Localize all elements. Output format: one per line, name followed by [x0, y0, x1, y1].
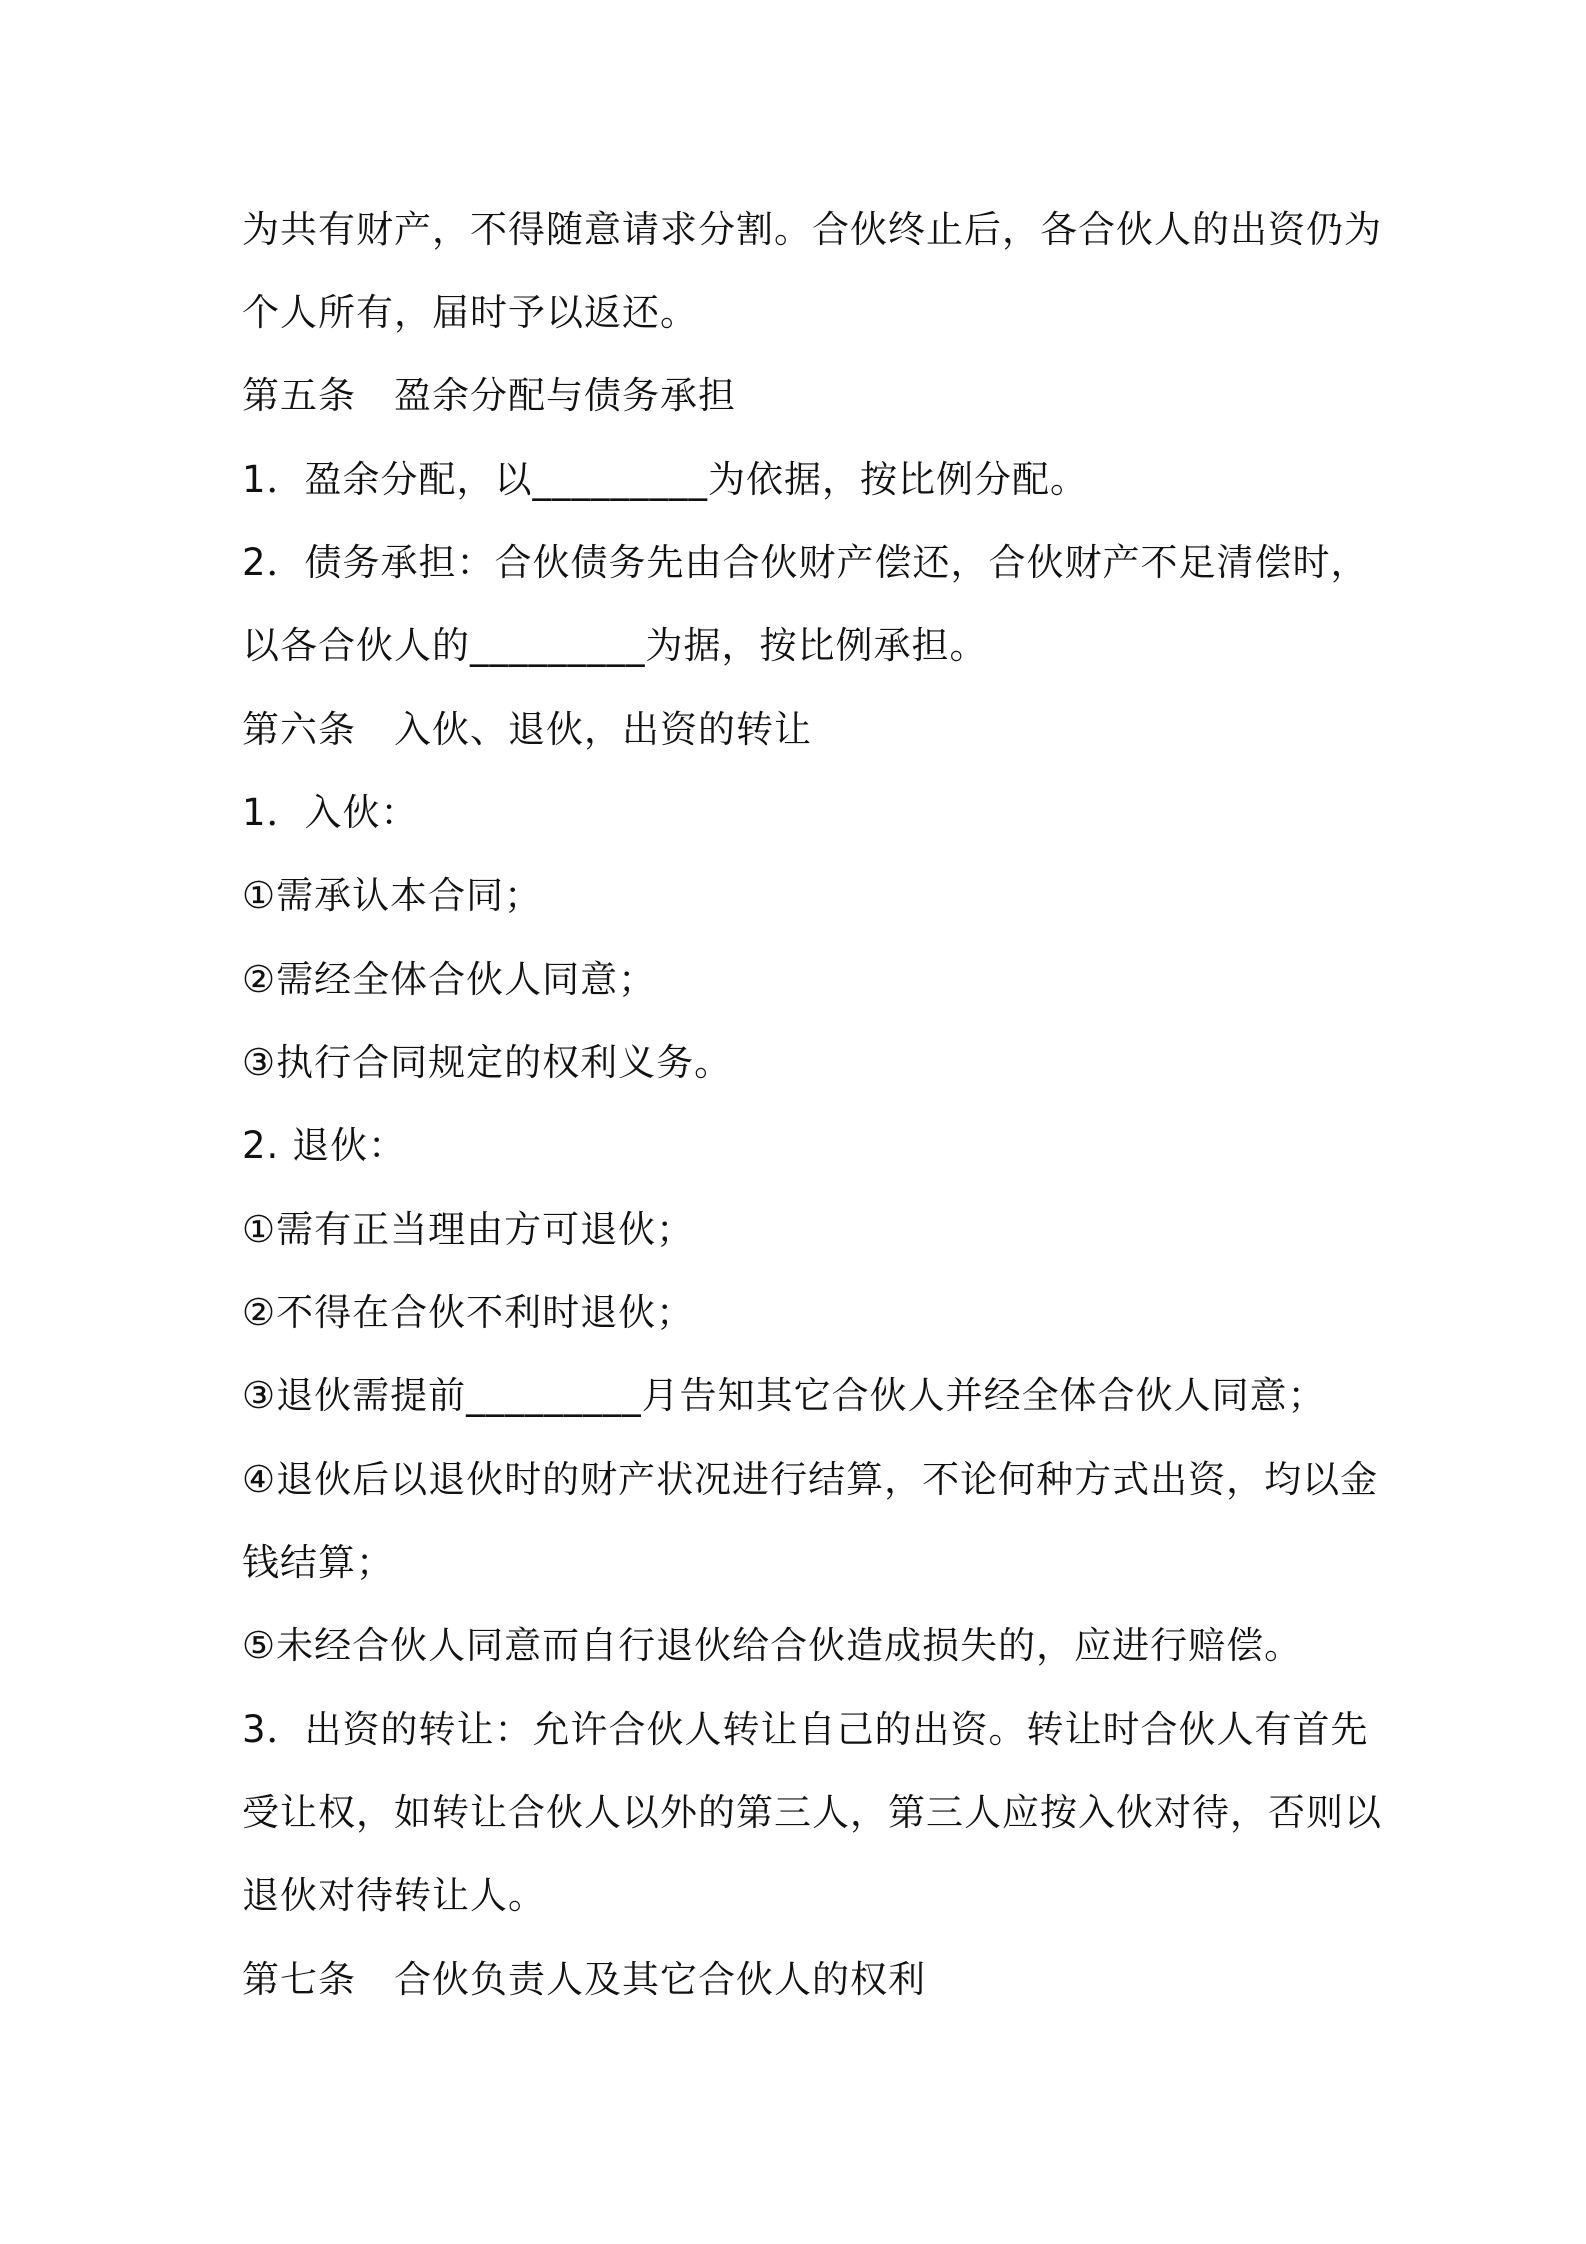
article-heading: 第五条 盈余分配与债务承担	[242, 374, 736, 417]
list-item: ②不得在合伙不利时退伙；	[242, 1291, 695, 1334]
paragraph-line: 个人所有，届时予以返还。	[242, 291, 698, 334]
clause-line: 2. 退伙：	[242, 1124, 407, 1167]
list-item: ①需承认本合同；	[242, 874, 543, 917]
list-item: ①需有正当理由方可退伙；	[242, 1208, 695, 1251]
list-item: ③退伙需提前_________月告知其它合伙人并经全体合伙人同意；	[242, 1374, 1326, 1417]
clause-line: 1．入伙：	[242, 791, 419, 834]
paragraph-line: 为共有财产，不得随意请求分割。合伙终止后，各合伙人的出资仍为	[242, 208, 1382, 251]
article-heading: 第七条 合伙负责人及其它合伙人的权利	[242, 1958, 926, 2001]
list-item: ④退伙后以退伙时的财产状况进行结算，不论何种方式出资，均以金	[242, 1458, 1379, 1501]
clause-line: 1．盈余分配，以_________为依据，按比例分配。	[242, 458, 1089, 501]
list-item: ⑤未经合伙人同意而自行退伙给合伙造成损失的，应进行赔偿。	[242, 1624, 1303, 1667]
clause-line: 受让权，如转让合伙人以外的第三人，第三人应按入伙对待，否则以	[242, 1791, 1382, 1834]
clause-line: 3．出资的转让：允许合伙人转让自己的出资。转让时合伙人有首先	[242, 1708, 1369, 1751]
list-item: 钱结算；	[242, 1541, 394, 1584]
clause-line: 2．债务承担：合伙债务先由合伙财产偿还，合伙财产不足清偿时，	[242, 541, 1369, 584]
list-item: ②需经全体合伙人同意；	[242, 958, 657, 1001]
article-heading: 第六条 入伙、退伙，出资的转让	[242, 708, 812, 751]
clause-line: 退伙对待转让人。	[242, 1874, 546, 1917]
clause-line: 以各合伙人的_________为据，按比例承担。	[242, 624, 988, 667]
list-item: ③执行合同规定的权利义务。	[242, 1041, 733, 1084]
